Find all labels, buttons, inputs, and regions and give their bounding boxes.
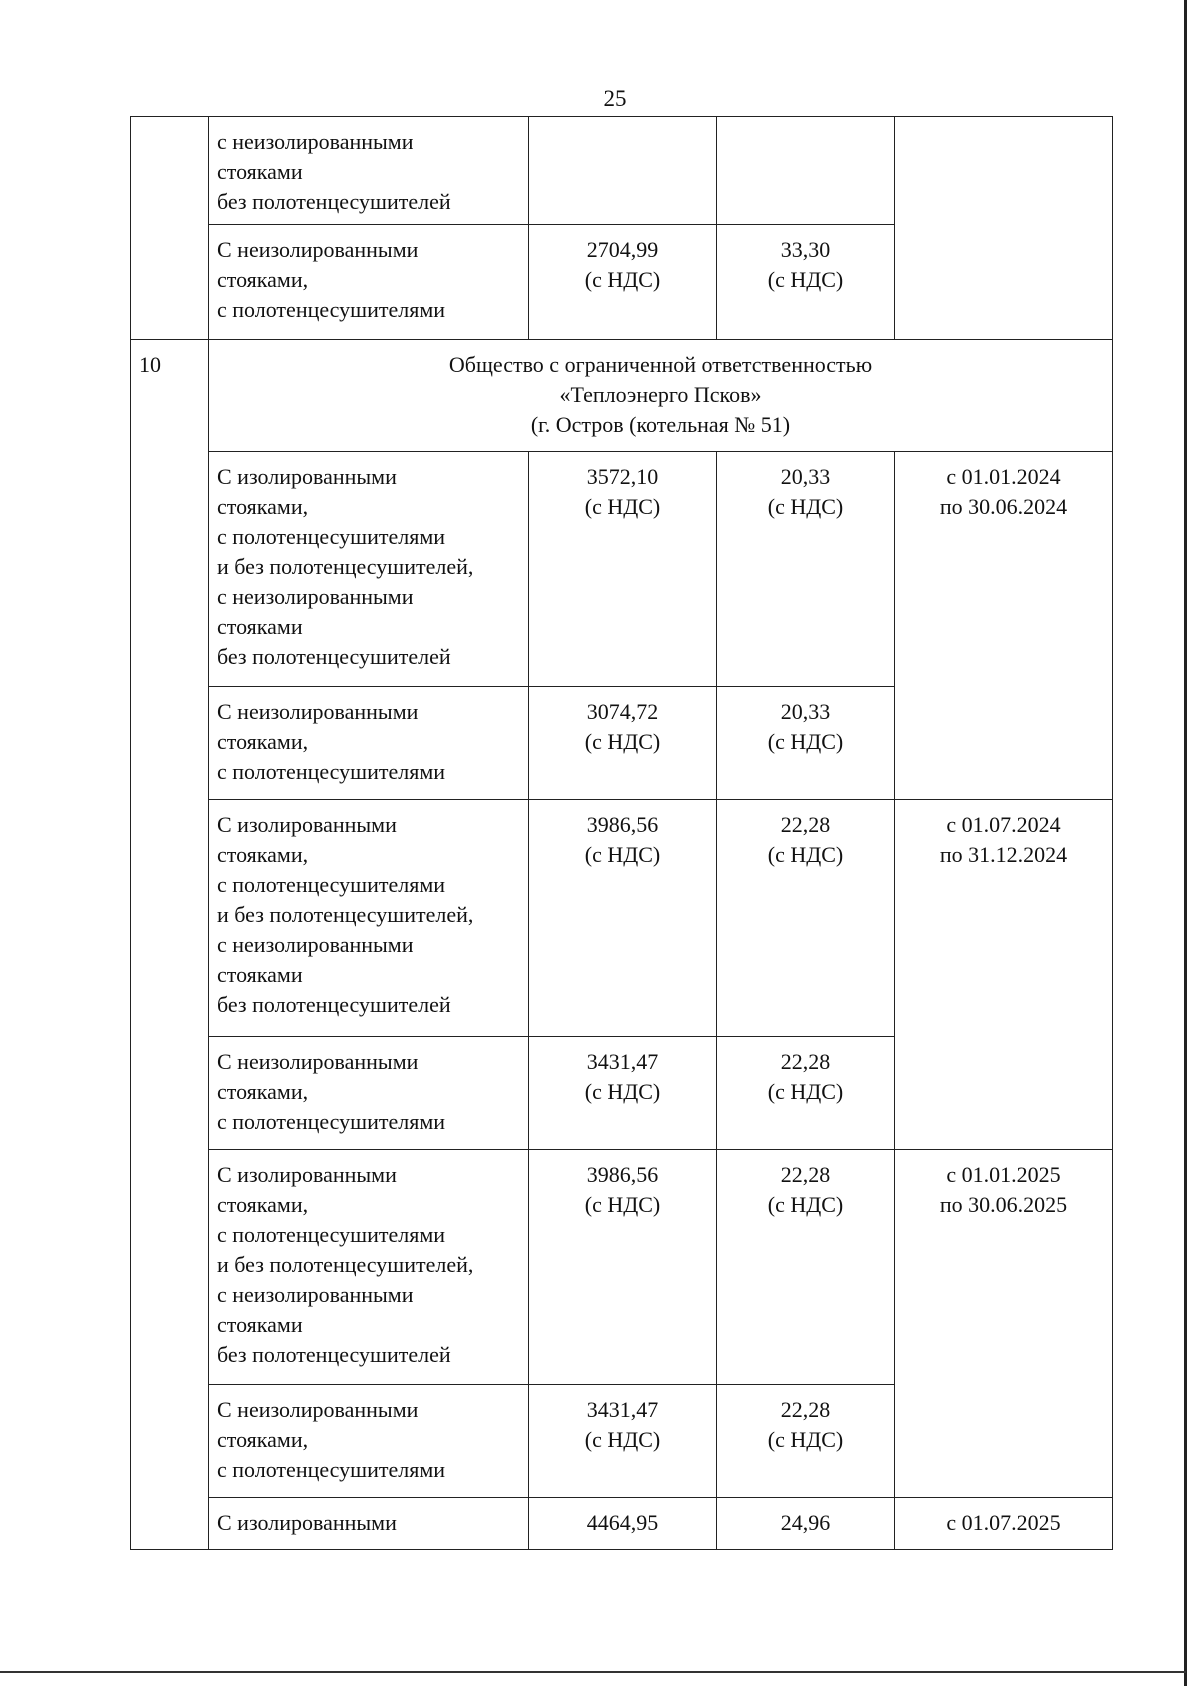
consumption-cell: 22,28 (с НДС) xyxy=(717,1037,895,1150)
description-cell: С неизолированными стояками, с полотенцесушителями xyxy=(209,225,529,340)
description-cell: С неизолированными стояками, с полотенцесушителями xyxy=(209,687,529,800)
price-cell: 3431,47 (с НДС) xyxy=(529,1037,717,1150)
row-number-cell: 10 xyxy=(131,340,209,1550)
description-cell: С изолированными стояками, с полотенцесушителями и без полотенцесушителей, с неизолированными стояками без полотенцесушителей xyxy=(209,452,529,687)
consumption-cell: 22,28 (с НДС) xyxy=(717,1150,895,1385)
description-cell: с неизолированными стояками без полотенцесушителей xyxy=(209,117,529,225)
description-cell: С изолированными стояками, с полотенцесушителями и без полотенцесушителей, с неизолированными стояками без полотенцесушителей xyxy=(209,800,529,1037)
price-cell: 3986,56 (с НДС) xyxy=(529,1150,717,1385)
tariff-table xyxy=(130,116,1113,1550)
price-cell: 3572,10 (с НДС) xyxy=(529,452,717,687)
table-row xyxy=(131,117,1113,225)
price-cell: 4464,95 xyxy=(529,1498,717,1550)
table-row xyxy=(131,1498,1113,1550)
period-cell: с 01.07.2024 по 31.12.2024 xyxy=(895,800,1113,1150)
consumption-cell: 22,28 (с НДС) xyxy=(717,1385,895,1498)
organization-name-cell: Общество с ограниченной ответственностью «Теплоэнерго Псков» (г. Остров (котельная № 51) xyxy=(209,340,1113,452)
price-cell: 2704,99 (с НДС) xyxy=(529,225,717,340)
description-cell: С неизолированными стояками, с полотенцесушителями xyxy=(209,1385,529,1498)
scan-edge-bottom xyxy=(0,1671,1186,1673)
price-cell: 3431,47 (с НДС) xyxy=(529,1385,717,1498)
price-cell: 3074,72 (с НДС) xyxy=(529,687,717,800)
description-cell: С изолированными xyxy=(209,1498,529,1550)
table-row xyxy=(131,452,1113,687)
consumption-cell: 33,30 (с НДС) xyxy=(717,225,895,340)
price-cell xyxy=(529,117,717,225)
period-cell xyxy=(895,117,1113,340)
description-cell: С изолированными стояками, с полотенцесушителями и без полотенцесушителей, с неизолированными стояками без полотенцесушителей xyxy=(209,1150,529,1385)
period-cell: с 01.07.2025 xyxy=(895,1498,1113,1550)
consumption-cell: 22,28 (с НДС) xyxy=(717,800,895,1037)
row-number-cell xyxy=(131,117,209,340)
table-row xyxy=(131,1150,1113,1385)
scan-edge-right xyxy=(1184,0,1187,1686)
price-cell: 3986,56 (с НДС) xyxy=(529,800,717,1037)
period-cell: с 01.01.2025 по 30.06.2025 xyxy=(895,1150,1113,1498)
consumption-cell xyxy=(717,117,895,225)
consumption-cell: 20,33 (с НДС) xyxy=(717,687,895,800)
table-row xyxy=(131,800,1113,1037)
period-cell: с 01.01.2024 по 30.06.2024 xyxy=(895,452,1113,800)
consumption-cell: 20,33 (с НДС) xyxy=(717,452,895,687)
description-cell: С неизолированными стояками, с полотенцесушителями xyxy=(209,1037,529,1150)
consumption-cell: 24,96 xyxy=(717,1498,895,1550)
page-number: 25 xyxy=(603,86,627,111)
table-row xyxy=(131,340,1113,452)
